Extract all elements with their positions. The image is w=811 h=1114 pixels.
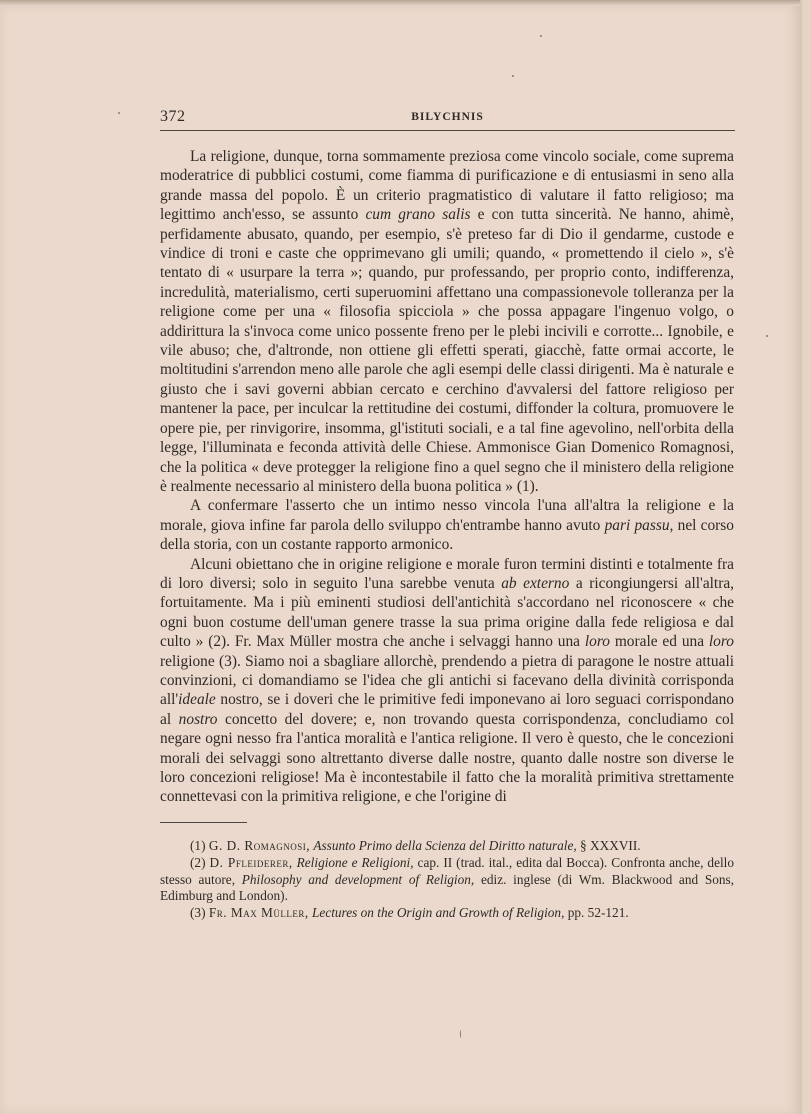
text-run: nostro, se i doveri che le primitive fedi imponevano ai loro seguaci corrispondano al bbox=[160, 691, 734, 728]
main-text bbox=[160, 147, 734, 807]
footnote-number: (1) bbox=[190, 838, 206, 853]
paper-speck bbox=[460, 1030, 461, 1038]
text-run: a ricongiungersi all'altra, fortuitamente. Ma i più eminenti studiosi dell'antichità s'accordano nel riconoscere « che ogni buon costume dell'uman genere trasse la sua prima origine dalla fede religiosa e dal culto » (2). Fr. Max Müller mostra che anche i selvaggi hanno una bbox=[160, 574, 735, 651]
text-run: La religione, dunque, torna sommamente preziosa come vincolo sociale, come suprema moderatrice di pubblici costumi, come fiamma di purificazione e di entusiasmi in seno alla grande massa del popolo. È un criterio pragmatistico di valutare il fatto religioso; ma legittimo anch'esso, se assunto bbox=[160, 148, 734, 224]
footnote-2 bbox=[160, 855, 734, 905]
italic-run: cum grano salis bbox=[365, 206, 471, 224]
text-run: ediz. inglese (di Wm. Blackwood and Sons, Edimburg and London). bbox=[160, 871, 735, 904]
page-header bbox=[160, 108, 735, 132]
paper-speck bbox=[512, 75, 514, 77]
paper-speck bbox=[540, 35, 542, 37]
text-run: nel corso della storia, con un costante rapporto armonico. bbox=[160, 516, 734, 554]
footnote-3 bbox=[160, 905, 734, 922]
text-run: pp. 52-121. bbox=[564, 905, 629, 921]
header-rule bbox=[160, 130, 735, 131]
page-number: 372 bbox=[160, 108, 186, 125]
paragraph-2 bbox=[160, 496, 734, 554]
italic-run: loro bbox=[708, 633, 734, 651]
text-run: concetto del dovere; e, non trovando questa corrispondenza, concludiamo col negare ogni nesso fra l'antica moralità e l'antica religione. Il vero è questo, che le concezioni morali dei selvaggi sono altrettanto diverse dalle nostre, quanto dalle nostre son diverse le loro concezioni religiose! Ma è incontestabile il fatto che la moralità primitiva strettamente connettevasi con la primitiva religione, e che l'origine di bbox=[160, 710, 734, 806]
paper-speck bbox=[766, 335, 768, 337]
italic-run: loro bbox=[584, 633, 610, 651]
italic-run: ab externo bbox=[501, 574, 570, 592]
footnote-1 bbox=[160, 838, 734, 855]
text-run: cap. II (trad. ital., edita dal Bocca). Confronta anche, dello stesso autore, bbox=[160, 854, 735, 887]
text-run: morale ed una bbox=[609, 633, 709, 651]
text-run: A confermare l'asserto che un intimo nesso vincola l'una all'altra la religione e la morale, giova infine far parola dello sviluppo ch'entrambe hanno avuto bbox=[160, 497, 734, 534]
italic-run: nostro bbox=[178, 710, 218, 728]
paragraph-3 bbox=[160, 555, 734, 807]
footnote-title: Philosophy and development of Religion, bbox=[241, 871, 475, 887]
footnotes bbox=[160, 838, 734, 922]
paper-speck bbox=[118, 112, 120, 114]
text-run: § XXXVII. bbox=[576, 838, 641, 853]
page-top-edge bbox=[0, 0, 800, 6]
footnote-author: G. D. Romagnosi, bbox=[208, 838, 311, 853]
footnote-author: Fr. Max Müller, bbox=[208, 905, 309, 921]
footnote-number: (3) bbox=[190, 905, 206, 921]
footnote-title: Lectures on the Origin and Growth of Religion, bbox=[312, 905, 565, 921]
footnote-author: D. Pfleiderer, bbox=[209, 854, 293, 870]
footnote-number: (2) bbox=[190, 854, 206, 870]
italic-run: ideale bbox=[178, 691, 216, 709]
footnote-rule bbox=[160, 822, 247, 823]
footnote-title: Religione e Religioni, bbox=[296, 854, 414, 870]
running-title: BILYCHNIS bbox=[411, 111, 484, 123]
italic-run: pari passu, bbox=[604, 516, 674, 534]
footnote-title: Assunto Primo della Scienza del Diritto naturale, bbox=[313, 838, 577, 853]
text-run: Alcuni obiettano che in origine religione e morale furon termini distinti e totalmente fra di loro diversi; solo in seguito l'una sarebbe venuta bbox=[160, 555, 734, 592]
text-run: religione (3). Siamo noi a sbagliare allorchè, prendendo a pietra di paragone le nostre attuali convinzioni, ci domandiamo se l'idea che gli antichi si facevano della divinità corrisponda all' bbox=[160, 652, 734, 709]
paragraph-1 bbox=[160, 147, 734, 496]
text-run: e con tutta sincerità. Ne hanno, ahimè, perfidamente abusato, quando, per esempio, s'è preteso far di Dio il gendarme, custode e vindice di troni e caste che opprimevano gli umili; quando, « promettendo il cielo », s'è tentato di « usurpare la terra »; quando, pur professando, per proprio conto, indifferenza, incredulità, materialismo, certi superuomini affettano una compassionevole tolleranza per la religione come per una « filosofia spicciola » che possa appagare l'ingenuo volgo, o addirittura la s'invoca come unico possente freno per le plebi incivili e corrotte... Ignobile, e vile abuso; che, d'altronde, non ottiene gli effetti sperati, giacchè, fatte ormai accorte, le moltitudini s'arrendon meno alle parole che agli esempi delle classi dirigenti. Ma è naturale e giusto che i savi governi abbian cercato e cerchino d'avvalersi del fattore religioso per mantener la pace, per inculcar la rettitudine dei costumi, diffonder la coltura, promuovere le opere pie, per rinvigorire, insomma, gl'istituti sociali, e a tal fine agevolino, nell'orbita della legge, l'illuminata e feconda attività delle Chiese. Ammonisce Gian Domenico Romagnosi, che la politica « deve protegger la religione fino a quel segno che il ministero della religione è realmente necessario al ministero della buona politica » (1). bbox=[160, 206, 734, 495]
